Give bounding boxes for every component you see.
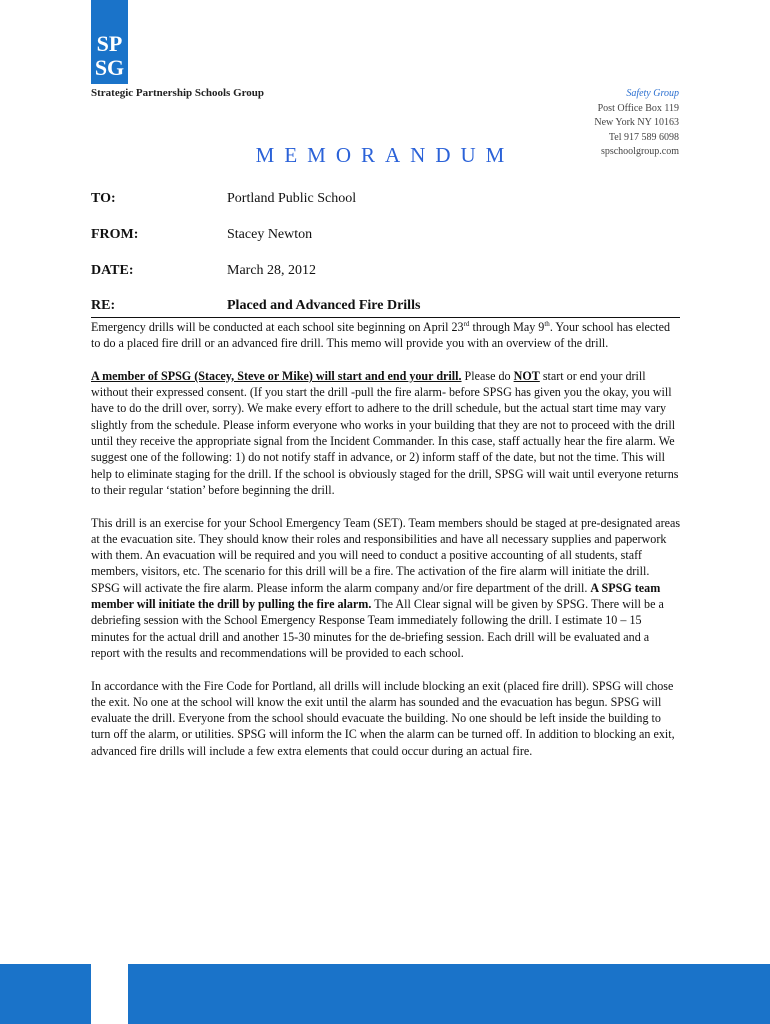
organization-name: Strategic Partnership Schools Group	[91, 87, 265, 99]
text-run: Please do	[461, 368, 514, 383]
address-line: Tel 917 589 6098	[608, 131, 679, 143]
date-label: DATE:	[91, 263, 134, 278]
text-run: Emergency drills will be conducted at each school site beginning on April 23	[91, 320, 464, 334]
memo-body	[91, 319, 681, 775]
paragraph-intro	[91, 319, 681, 352]
superscript: rd	[463, 319, 470, 328]
address-title: Safety Group	[626, 88, 679, 99]
address-line: New York NY 10163	[594, 117, 679, 128]
re-label: RE:	[91, 298, 116, 313]
text-run: . Your school has elected to do a placed fire drill or an advanced fire drill. This memo will provide you with an overview of the drill.	[91, 320, 671, 351]
re-value: Placed and Advanced Fire Drills	[227, 298, 421, 313]
from-value: Stacey Newton	[227, 227, 313, 242]
logo-line-1: SP	[96, 31, 123, 56]
address-line: Post Office Box 119	[597, 102, 679, 114]
text-run: The All Clear signal will be given by SPSG. There will be a debriefing session with the School Emergency Response Team immediately following the drill. I estimate 10 – 15 minutes for the actual drill and another 15-30 minutes for the de-briefing session. Each drill will be evaluated and a report with the results and recommendations will be provided to each school.	[91, 597, 664, 660]
emphasis-not: NOT	[513, 368, 540, 383]
text-run: through May 9	[469, 320, 545, 334]
emphasis-alarm: A SPSG team member will initiate the drill by pulling the fire alarm.	[91, 580, 661, 612]
header-divider	[91, 317, 680, 318]
paragraph-fire-code: In accordance with the Fire Code for Portland, all drills will include blocking an exit (placed fire drill). SPSG will chose the exit. No one at the school will know the exit until the alarm has sounded and the evacuation has begun. SPSG will evaluate the drill. Everyone from the school should evacuate the building. No one should be left inside the building to turn off the alarm, or utilities. SPSG will inform the IC when the alarm can be turned off. In addition to blocking an exit, advanced fire drills will include a few extra elements that could occur during an actual fire.	[91, 678, 675, 758]
to-value: Portland Public School	[227, 191, 357, 206]
spsg-logo	[91, 0, 128, 84]
footer-bar-right	[128, 964, 770, 1024]
logo-line-2: SG	[94, 55, 125, 80]
superscript: th	[544, 319, 550, 328]
date-value: March 28, 2012	[227, 263, 317, 278]
address-line: spschoolgroup.com	[600, 146, 679, 157]
text-run: This drill is an exercise for your School Emergency Team (SET). Team members should be staged at pre-designated areas at the evacuation site. They should know their roles and responsibilities and have all necessary supplies and paperwork with them. An evacuation will be required and you will need to conduct a positive accounting of all students, staff members, visitors, etc. The scenario for this drill will be a fire. The activation of the fire alarm will initiate the drill. SPSG will activate the fire alarm. Please inform the alarm company and/or fire department of the drill.	[91, 515, 681, 595]
to-label: TO:	[91, 191, 116, 206]
paragraph-start-end	[91, 368, 681, 498]
from-label: FROM:	[91, 227, 139, 242]
text-run: start or end your drill without their expressed consent. (If you start the drill -pull the fire alarm- before SPSG has given you the okay, you will have to do the drill over, sorry). We make every effort to adhere to the drill schedule, but the actual start time may vary slightly from the schedule. Please inform everyone who works in your building that they are not to proceed with the drill until they receive the appropriate signal from the Incident Commander. In this case, staff actually hear the fire alarm. We suggest one of the following: 1) do not notify staff in advance, or 2) inform staff of the date, but not the time. This will help to eliminate staging for the drill. If the school is obviously staged for the drill, SPSG will wait until everyone returns to their regular ‘station’ before beginning the drill.	[91, 368, 679, 497]
paragraph-set-exercise	[91, 515, 681, 662]
footer-bar-left	[0, 964, 91, 1024]
memo-title: MEMORANDUM	[255, 143, 515, 167]
emphasis-lead: A member of SPSG (Stacey, Steve or Mike) will start and end your drill.	[91, 368, 462, 383]
